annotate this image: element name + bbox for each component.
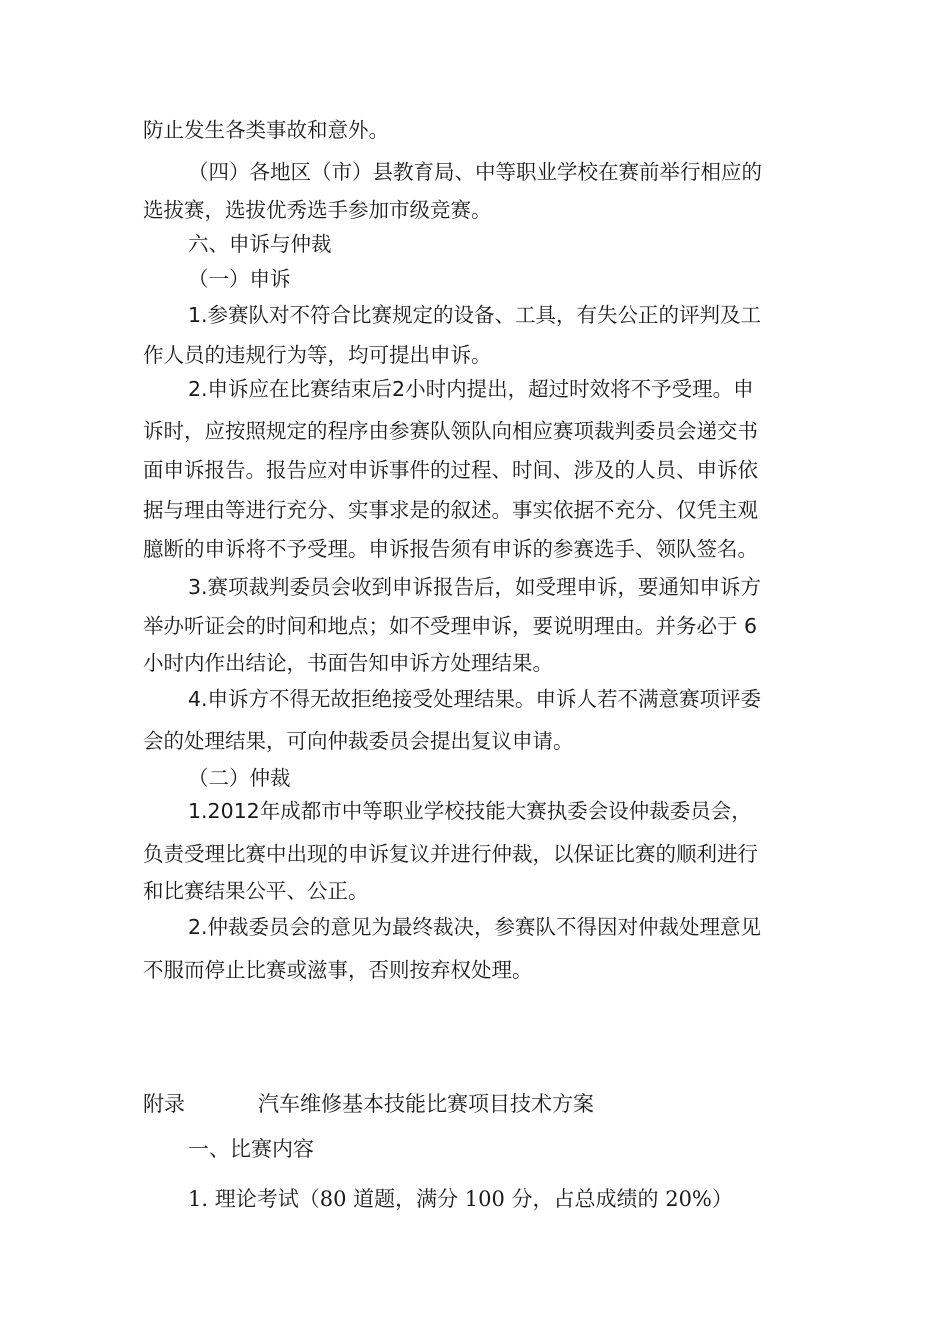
text-line: 和比赛结果公平、公正。 — [143, 879, 369, 903]
text-line: 负责受理比赛中出现的申诉复议并进行仲裁，以保证比赛的顺利进行 — [143, 842, 758, 866]
text-line: 面申诉报告。报告应对申诉事件的过程、时间、涉及的人员、申诉依 — [143, 458, 758, 482]
text-line: 4.申诉方不得无故拒绝接受处理结果。申诉人若不满意赛项评委 — [188, 687, 762, 711]
text-line: 小时内作出结论，书面告知申诉方处理结果。 — [143, 651, 553, 675]
subsection-heading: （一）申诉 — [188, 267, 291, 291]
appendix-item: 1. 理论考试（80 道题，满分 100 分，占总成绩的 20%） — [188, 1187, 733, 1211]
appendix-label: 附录 — [143, 1092, 185, 1116]
text-line: 不服而停止比赛或滋事，否则按弃权处理。 — [143, 958, 533, 982]
text-line: 2.申诉应在比赛结束后2小时内提出，超过时效将不予受理。申 — [188, 377, 754, 401]
section-heading: 六、申诉与仲裁 — [188, 232, 332, 256]
text-line: 会的处理结果，可向仲裁委员会提出复议申请。 — [143, 729, 574, 753]
text-line: 举办听证会的时间和地点；如不受理申诉，要说明理由。并务必于 6 — [143, 614, 758, 638]
text-line: 据与理由等进行充分、实事求是的叙述。事实依据不充分、仅凭主观 — [143, 498, 758, 522]
subsection-heading: （二）仲裁 — [188, 766, 291, 790]
text-line: 选拔赛，选拔优秀选手参加市级竞赛。 — [143, 198, 492, 222]
text-line: 2.仲裁委员会的意见为最终裁决，参赛队不得因对仲裁处理意见 — [188, 915, 762, 939]
appendix-section-heading: 一、比赛内容 — [188, 1137, 314, 1161]
text-line: 臆断的申诉将不予受理。申诉报告须有申诉的参赛选手、领队签名。 — [143, 537, 758, 561]
text-line: 作人员的违规行为等，均可提出申诉。 — [143, 343, 492, 367]
text-line: （四）各地区（市）县教育局、中等职业学校在赛前举行相应的 — [188, 160, 762, 184]
text-line: 3.赛项裁判委员会收到申诉报告后，如受理申诉，要通知申诉方 — [188, 575, 762, 599]
text-line: 1.2012年成都市中等职业学校技能大赛执委会设仲裁委员会， — [188, 799, 752, 823]
text-line: 防止发生各类事故和意外。 — [143, 118, 389, 142]
text-line: 1.参赛队对不符合比赛规定的设备、工具，有失公正的评判及工 — [188, 303, 762, 327]
text-line: 诉时，应按照规定的程序由参赛队领队向相应赛项裁判委员会递交书 — [143, 419, 758, 443]
appendix-title: 汽车维修基本技能比赛项目技术方案 — [258, 1092, 594, 1116]
